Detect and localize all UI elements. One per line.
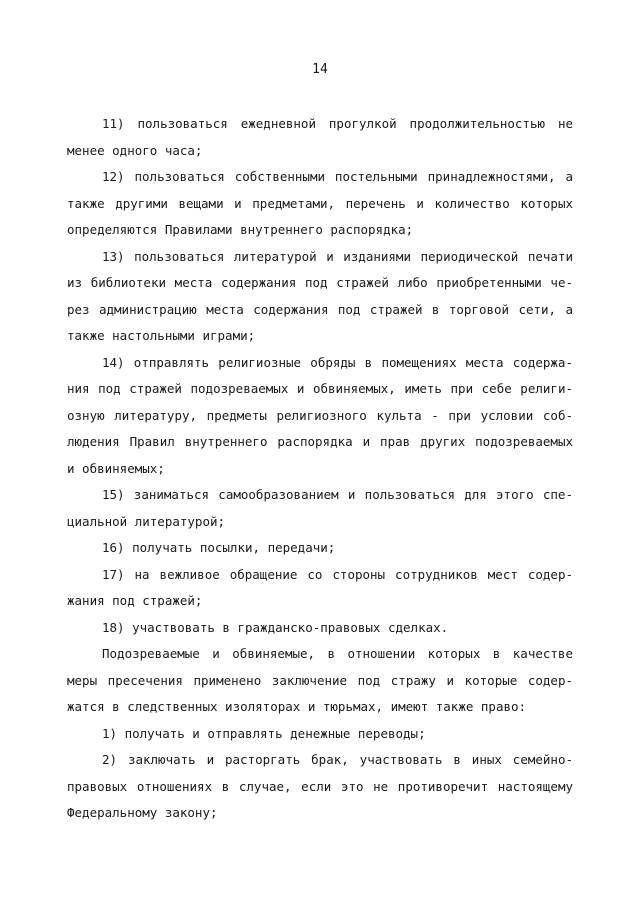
- text-line: 18) участвовать в гражданско-правовых сделках.: [102, 620, 449, 635]
- text-line: 11) пользоваться ежедневной прогулкой продолжительностью не: [102, 116, 573, 131]
- text-line: 13) пользоваться литературой и изданиями периодической печати: [102, 249, 573, 264]
- text-line: также другими вещами и предметами, перечень и количество которых: [67, 196, 573, 211]
- page-number: 14: [312, 62, 328, 77]
- text-line: 12) пользоваться собственными постельными принадлежностями, а: [102, 169, 573, 184]
- text-line: из библиотеки места содержания под стражей либо приобретенными че-: [67, 275, 573, 290]
- text-line: меры пресечения применено заключение под стражу и которые содер-: [67, 673, 573, 688]
- text-line: рез администрацию места содержания под стражей в торговой сети, а: [67, 302, 573, 317]
- text-line: Федеральному закону;: [67, 805, 218, 820]
- text-line: 1) получать и отправлять денежные переводы;: [102, 726, 426, 741]
- text-line: правовых отношениях в случае, если это не противоречит настоящему: [67, 779, 573, 794]
- text-line: определяются Правилами внутреннего распорядка;: [67, 222, 414, 237]
- text-line: 17) на вежливое обращение со стороны сотрудников мест содер-: [102, 567, 573, 582]
- text-line: озную литературу, предметы религиозного культа - при условии соб-: [67, 408, 573, 423]
- text-line: 15) заниматься самообразованием и пользоваться для этого спе-: [102, 487, 573, 502]
- text-line: 14) отправлять религиозные обряды в помещениях места содержа-: [102, 355, 573, 370]
- text-line: циальной литературой;: [67, 514, 226, 529]
- text-line: ния под стражей подозреваемых и обвиняемых, иметь при себе религи-: [67, 381, 573, 396]
- text-line: Подозреваемые и обвиняемые, в отношении которых в качестве: [102, 646, 573, 661]
- text-line: и обвиняемых;: [67, 461, 165, 476]
- text-line: людения Правил внутреннего распорядка и прав других подозреваемых: [67, 434, 573, 449]
- text-line: также настольными играми;: [67, 328, 256, 343]
- text-line: 16) получать посылки, передачи;: [102, 540, 336, 555]
- text-line: 2) заключать и расторгать брак, участвовать в иных семейно-: [102, 752, 573, 767]
- text-line: жания под стражей;: [67, 593, 203, 608]
- text-line: менее одного часа;: [67, 143, 203, 158]
- text-line: жатся в следственных изоляторах и тюрьмах, имеют также право:: [67, 699, 527, 714]
